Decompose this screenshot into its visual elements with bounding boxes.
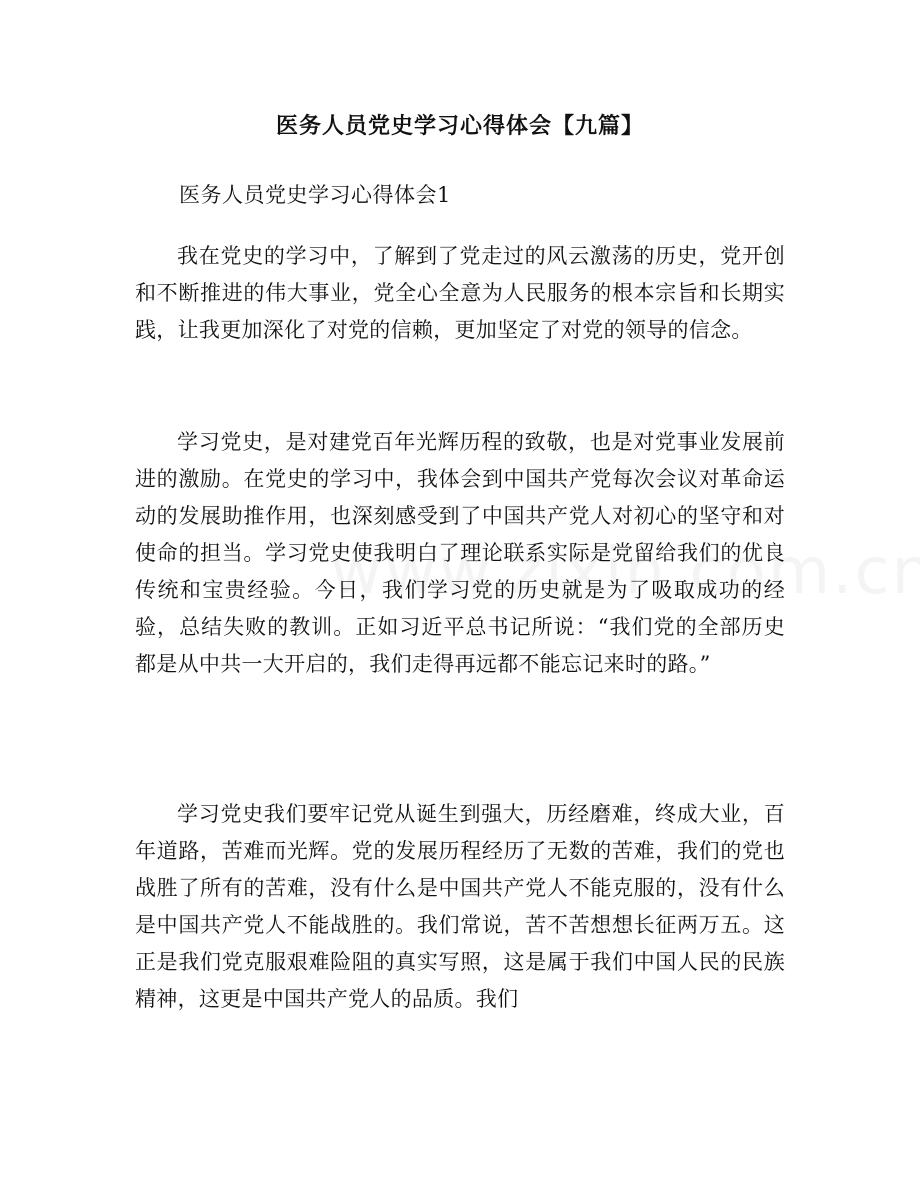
paragraph-1: 我在党史的学习中，了解到了党走过的风云激荡的历史，党开创和不断推进的伟大事业，党全心全意为人民服务的根本宗旨和长期实践，让我更加深化了对党的信赖，更加坚定了对党的领导的信念。	[135, 244, 785, 342]
paragraph-3: 学习党史我们要牢记党从诞生到强大，历经磨难，终成大业，百年道路，苦难而光辉。党的发展历程经历了无数的苦难，我们的党也战胜了所有的苦难，没有什么是中国共产党人不能克服的，没有什么是中国共产党人不能战胜的。我们常说，苦不苦想想长征两万五。这正是我们党克服艰难险阻的真实写照，这是属于我们中国人民的民族精神，这更是中国共产党人的品质。我们	[135, 802, 785, 1011]
paragraph-2: 学习党史，是对建党百年光辉历程的致敬，也是对党事业发展前进的激励。在党史的学习中，我体会到中国共产党每次会议对革命运动的发展助推作用，也深刻感受到了中国共产党人对初心的坚守和对使命的担当。学习党史使我明白了理论联系实际是党留给我们的优良传统和宝贵经验。今日，我们学习党的历史就是为了吸取成功的经验，总结失败的教训。正如习近平总书记所说：“我们党的全部历史都是从中共一大开启的，我们走得再远都不能忘记来时的路。”	[135, 430, 785, 676]
section-heading: 医务人员党史学习心得体会1	[179, 183, 451, 207]
document-title: 医务人员党史学习心得体会【九篇】	[275, 114, 644, 139]
